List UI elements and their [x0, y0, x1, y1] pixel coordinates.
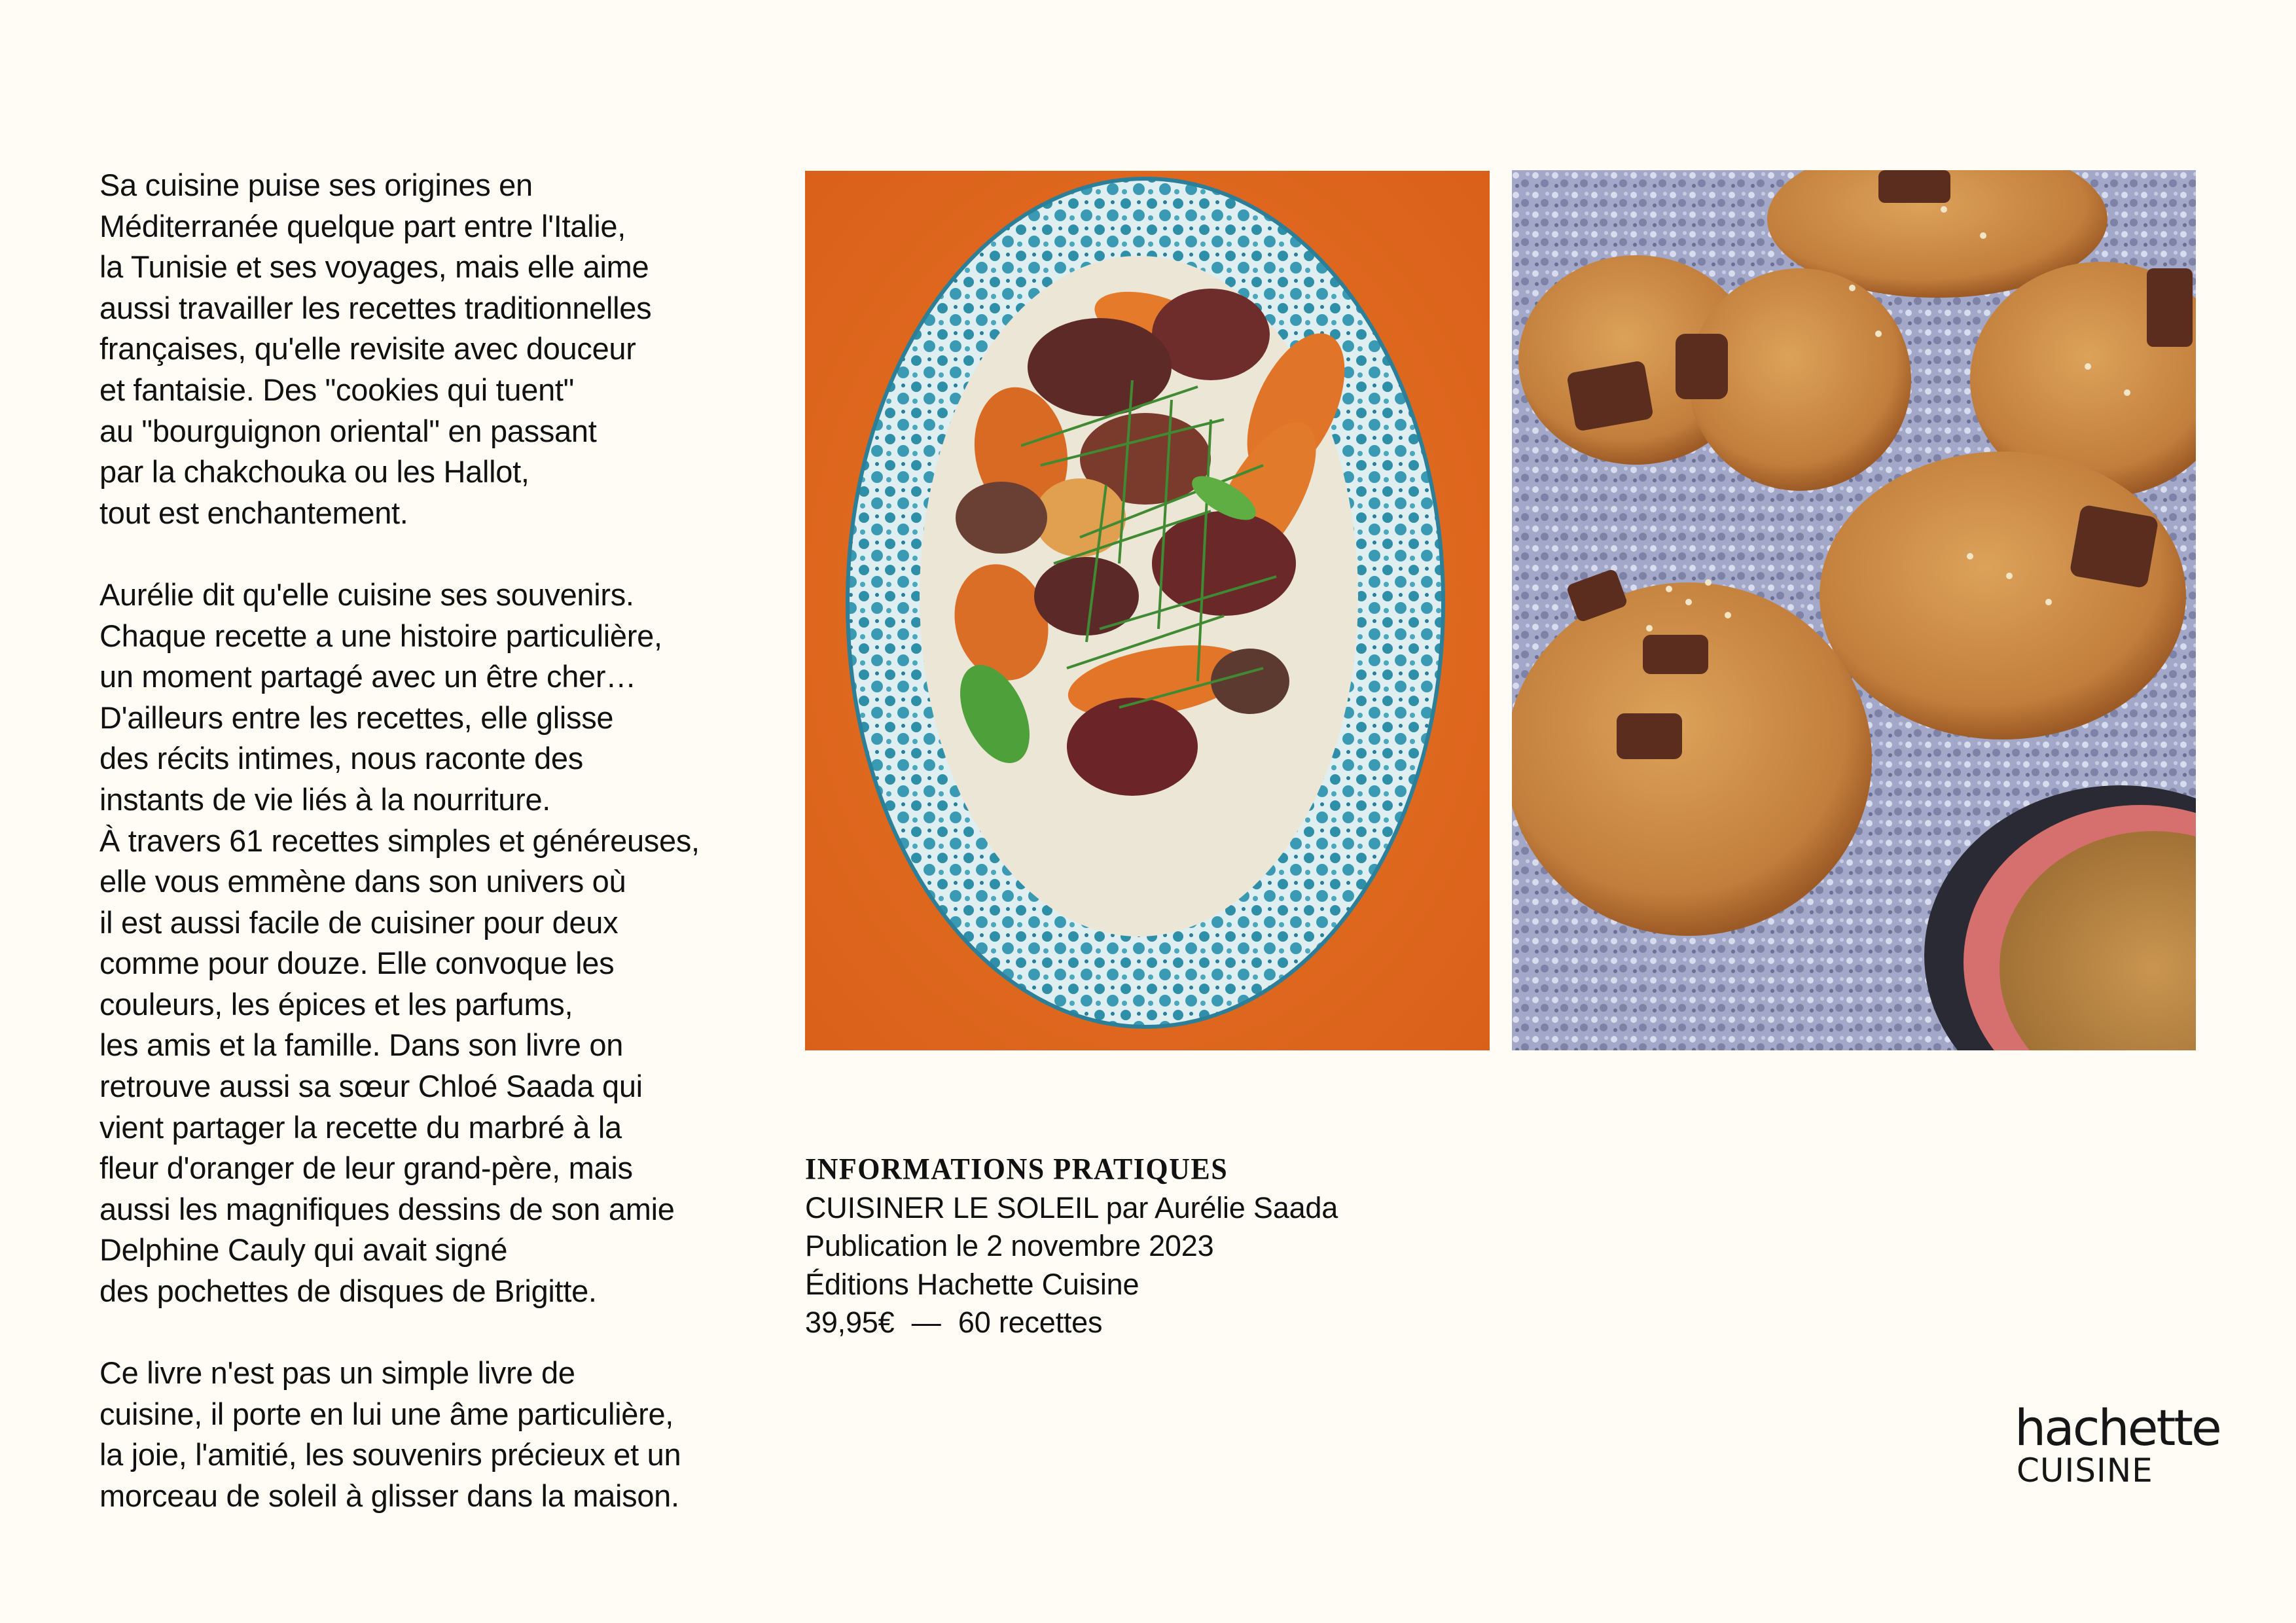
- logo-sub-text: CUISINE: [2017, 1452, 2153, 1489]
- cookies-photo: [1512, 170, 2196, 1050]
- text-line: couleurs, les épices et les parfums,: [99, 986, 573, 1022]
- text-line: des pochettes de disques de Brigitte.: [99, 1274, 597, 1309]
- text-line: aussi les magnifiques dessins de son amie: [99, 1191, 675, 1226]
- text-line: Aurélie dit qu'elle cuisine ses souvenirs.: [99, 577, 634, 612]
- text-line: les amis et la famille. Dans son livre on: [99, 1027, 624, 1063]
- separator: —: [911, 1306, 941, 1339]
- body-text-column: [99, 165, 767, 1558]
- book-title-author: CUISINER LE SOLEIL par Aurélie Saada: [805, 1190, 1338, 1224]
- text-line: instants de vie liés à la nourriture.: [99, 781, 551, 817]
- text-line: vient partager la recette du marbré à la: [99, 1109, 622, 1145]
- text-line: un moment partagé avec un être cher…: [99, 659, 636, 694]
- logo-main-text: hachette: [2015, 1399, 2220, 1457]
- price: 39,95€: [805, 1306, 895, 1339]
- text-line: retrouve aussi sa sœur Chloé Saada qui: [99, 1069, 643, 1104]
- paragraph-souvenirs: [99, 575, 767, 1312]
- text-line: par la chakchouka ou les Hallot,: [99, 454, 529, 490]
- publication-date: Publication le 2 novembre 2023: [805, 1229, 1214, 1262]
- text-line: des récits intimes, nous raconte des: [99, 741, 583, 776]
- text-line: la joie, l'amitié, les souvenirs précieux et un: [99, 1437, 681, 1472]
- cookies-image: [1512, 170, 2196, 1050]
- text-line: et fantaisie. Des "cookies qui tuent": [99, 372, 575, 407]
- text-line: cuisine, il porte en lui une âme particulière,: [99, 1396, 674, 1431]
- recipe-count: 60 recettes: [958, 1306, 1103, 1339]
- paragraph-conclusion: [99, 1353, 767, 1516]
- text-line: Sa cuisine puise ses origines en: [99, 168, 533, 202]
- practical-info: [805, 1150, 1394, 1342]
- text-line: françaises, qu'elle revisite avec douceur: [99, 331, 636, 366]
- stew-photo: [805, 171, 1490, 1050]
- paragraph-origins: [99, 165, 767, 533]
- info-heading: INFORMATIONS PRATIQUES: [805, 1152, 1229, 1186]
- text-line: morceau de soleil à glisser dans la maison.: [99, 1478, 679, 1513]
- text-line: il est aussi facile de cuisiner pour deux: [99, 904, 619, 940]
- text-line: Méditerranée quelque part entre l'Italie,: [99, 208, 626, 243]
- text-line: tout est enchantement.: [99, 495, 408, 530]
- text-line: Delphine Cauly qui avait signé: [99, 1232, 508, 1268]
- hachette-cuisine-logo: [2015, 1399, 2220, 1489]
- text-line: elle vous emmène dans son univers où: [99, 864, 626, 899]
- text-line: au "bourguignon oriental" en passant: [99, 413, 597, 448]
- text-line: la Tunisie et ses voyages, mais elle aime: [99, 249, 649, 285]
- stew-plate-image: [805, 171, 1490, 1050]
- text-line: Ce livre n'est pas un simple livre de: [99, 1355, 575, 1391]
- text-line: comme pour douze. Elle convoque les: [99, 946, 615, 981]
- text-line: D'ailleurs entre les recettes, elle glisse: [99, 700, 614, 735]
- text-line: fleur d'oranger de leur grand-père, mais: [99, 1150, 633, 1186]
- text-line: aussi travailler les recettes traditionnelles: [99, 290, 652, 325]
- text-line: Chaque recette a une histoire particulière,: [99, 618, 662, 653]
- price-recipes-line: [805, 1304, 1394, 1342]
- text-line: À travers 61 recettes simples et généreuses,: [99, 823, 700, 858]
- publisher: Éditions Hachette Cuisine: [805, 1267, 1139, 1301]
